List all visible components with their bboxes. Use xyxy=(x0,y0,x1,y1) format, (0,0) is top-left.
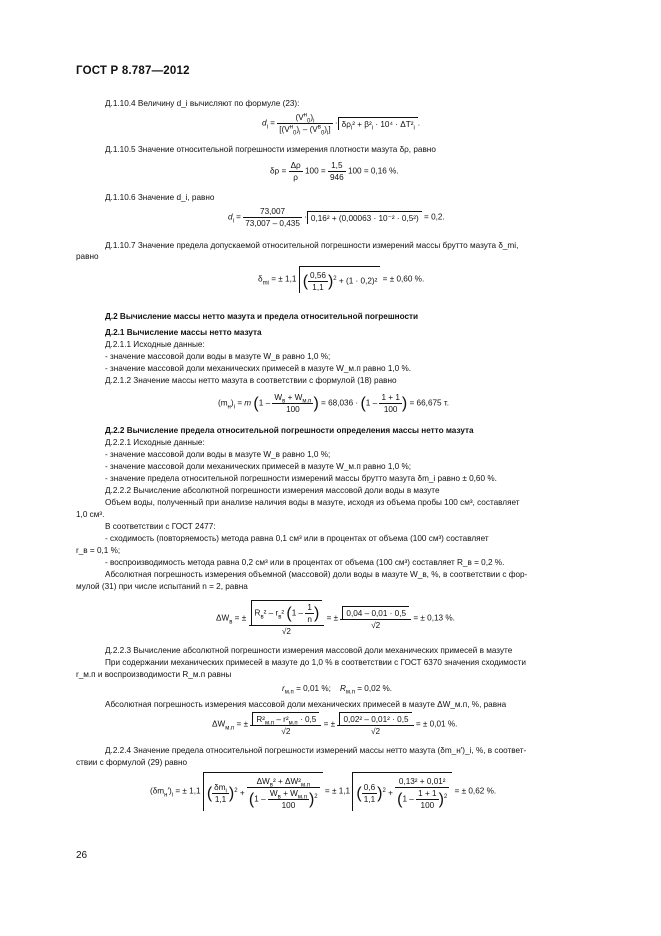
paragraph-d224: Д.2.2.4 Значение предела относительной погрешности измерений массы нетто мазута (δm_н')_i, %, в соответ- xyxy=(105,746,527,755)
section-d21-title: Д.2.1 Вычисление массы нетто мазута xyxy=(105,328,262,337)
paragraph-d211: Д.2.1.1 Исходные данные: xyxy=(105,340,205,349)
formula-lhs: d xyxy=(262,118,267,128)
paragraph-d1107-cont: равно xyxy=(76,252,99,261)
paragraph-d1104: Д.1.10.4 Величину d_i вычисляют по формуле (23): xyxy=(105,99,300,108)
list-item: - значение массовой доли воды в мазуте W_в равно 1,0 %; xyxy=(105,450,331,459)
formula-water-error: $\Delta W_в$ = ± $R_в^2 - r_в^2$ (1 – $\frac{1}{n}$ ) √2 = ± $\frac{0,04 - 0,01 \cdot 0,5}{√2}$ = ± 0,13 %. xyxy=(216,600,455,637)
paragraph-d1106: Д.1.10.6 Значение d_i, равно xyxy=(105,193,215,202)
paragraph-text: ствии с формулой (29) равно xyxy=(76,758,188,767)
page-number: 26 xyxy=(76,850,88,861)
formula-23: $d_i$ = $\frac{(V^н_0)_i}{[(V^н_0)_i - (V^в_0)_i]}$ · $\delta\rho_i^2 + \beta^2_i \cdot 10^4 \cdot \Delta T^2_i$. xyxy=(262,112,421,137)
paragraph-text: При содержании механических примесей в мазуте до 1,0 % в соответствии с ГОСТ 6370 значения сходимости xyxy=(105,658,526,667)
list-item: - воспроизводимость метода равна 0,2 см³ или в процентах от объема (100 см³) составляет R_в = 0,2 %. xyxy=(105,558,505,567)
paragraph-text: 1,0 см³. xyxy=(76,510,105,519)
paragraph-d222: Д.2.2.2 Вычисление абсолютной погрешности измерения массовой доли воды в мазуте xyxy=(105,486,440,495)
list-item: - значение массовой доли механических примесей в мазуте W_м.п равно 1,0 %. xyxy=(105,364,412,373)
paragraph-text: мулой (31) при числе испытаний n = 2, равна xyxy=(76,582,248,591)
paragraph-text: В соответствии с ГОСТ 2477: xyxy=(105,522,216,531)
list-item: - значение массовой доли воды в мазуте W_в равно 1,0 %; xyxy=(105,352,331,361)
formula-gross-mass-error: $\delta_{mi}$ = ± 1,1 ( $\frac{0,56}{1,1}$ )$^2$ + (1 · 0,2)² = ± 0,60 %. xyxy=(258,266,424,293)
formula-fraction: $\frac{(V^н_0)_i}{[(V^н_0)_i - (V^в_0)_i]}$ xyxy=(279,112,331,137)
list-item: - сходимость (повторяемость) метода равна 0,1 см³ или в процентах от объема (100 см³) составляет xyxy=(105,534,489,543)
formula-impurity-precision: $r_{м.п} = 0,01$ %; $R_{м.п} = 0,02$ %. xyxy=(282,684,393,696)
paragraph-text: Абсолютная погрешность измерения объемной (массовой) доли воды в мазуте W_в, %, в соответствии с фор- xyxy=(105,570,528,579)
section-d22-title: Д.2.2 Вычисление предела относительной погрешности определения массы нетто мазута xyxy=(105,426,474,435)
list-item: - значение предела относительной погрешности измерений массы брутто мазута δm_i равно ± 0,60 %. xyxy=(105,474,497,483)
formula-di-value: $d_i$ = $\frac{73,007}{73,007 - 0,435}$ · 0,16² + (0,00063 · 10⁻² · 0,5²) = 0,2. xyxy=(228,207,445,228)
paragraph-text: Объем воды, полученный при анализе наличия воды в мазуте, исходя из объема пробы 100 см³, составляет xyxy=(105,498,520,507)
section-d2-title: Д.2 Вычисление массы нетто мазута и предела относительной погрешности xyxy=(105,312,419,321)
paragraph-text: r_м.п и воспроизводимости R_м.п равны xyxy=(76,670,232,679)
paragraph-d1105: Д.1.10.5 Значение относительной погрешности измерения плотности мазута δρ, равно xyxy=(105,145,436,154)
paragraph-d223: Д.2.2.3 Вычисление абсолютной погрешности измерения массовой доли механических примесей в мазуте xyxy=(105,646,513,655)
paragraph-text: Абсолютная погрешность измерения массовой доли механических примесей в мазуте ΔW_м.п, %, равна xyxy=(105,700,507,709)
formula-sqrt: $\delta\rho_i^2 + \beta^2_i \cdot 10^4 \cdot \Delta T^2_i$ xyxy=(338,117,418,130)
formula-net-mass: $(m_н)_i = m$ (1 – $\frac{W_в + W_{м.п}}{100}$ ) = 68,036 · (1 – $\frac{1 + 1}{100}$ ) = 66,675 т. xyxy=(218,393,449,414)
formula-impurity-error: $\Delta W_{м.п}$ = ± $\frac{R^2_{м.п} - r^2_{м.п} \cdot 0,5}{√2}$ = ± $\frac{\text{0,02² – 0,01² · 0,5}}{√2}$ = ± 0,01 %. xyxy=(212,712,457,737)
list-item: - значение массовой доли механических примесей в мазуте W_м.п равно 1,0 %; xyxy=(105,462,412,471)
document-header: ГОСТ Р 8.787—2012 xyxy=(76,65,190,77)
formula-density-error: δρ = $\frac{\Delta\rho}{\rho}$ 100 = $\frac{1,5}{946}$ 100 = 0,16 %. xyxy=(270,161,399,182)
paragraph-d212: Д.2.1.2 Значение массы нетто мазута в соответствии с формулой (18) равно xyxy=(105,376,397,385)
formula-29-net-mass-error: $(\delta m_н')_i$ = ± 1,1 ( $\frac{\delta m_i}{1,1}$ )$^2$ + $\Delta W_в^2 + \Delta W^2_{м.п}$ (1 – $\frac{W_в + W_{м.п}}{100}$ )$^2$ = ± 1,1 ( $\frac{0,6}{1,1}$ )$^2$ + 0,13² + 0,01² (1 – $\frac{1 + 1}{100}$ )$^2$ = ± 0,62 %. xyxy=(150,772,496,811)
paragraph-d221: Д.2.2.1 Исходные данные: xyxy=(105,438,205,447)
paragraph-text: r_в = 0,1 %; xyxy=(76,546,121,555)
paragraph-d1107: Д.1.10.7 Значение предела допускаемой относительной погрешности измерений массы брутто мазута δ_mi, xyxy=(105,241,519,250)
